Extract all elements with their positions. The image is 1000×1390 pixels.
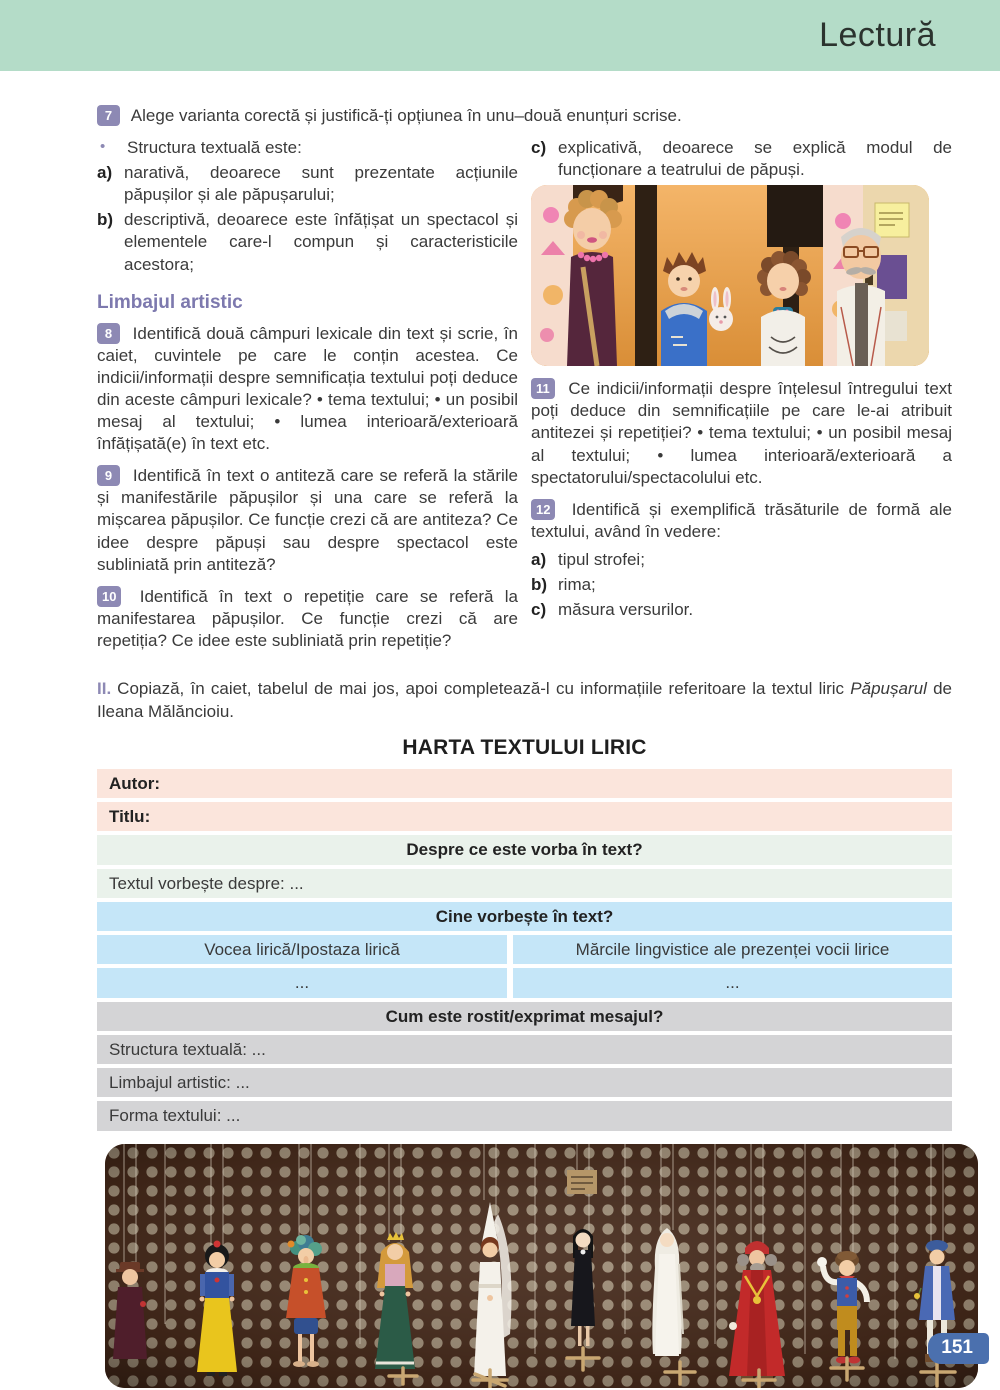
question-7 bbox=[97, 105, 952, 127]
section-ii-text-before: Copiază, în caiet, tabelul de mai jos, apoi completează-l cu informațiile referitoare la textul liric bbox=[117, 678, 851, 698]
harta-table bbox=[97, 769, 952, 1131]
right-column bbox=[531, 137, 952, 662]
marionettes-illustration bbox=[105, 1144, 978, 1388]
option-c-text: explicativă, deoarece se explică modul de funcționare a teatrului de păpuși. bbox=[558, 138, 952, 180]
question-8 bbox=[97, 323, 518, 456]
question-9-badge: 9 bbox=[97, 465, 120, 486]
table-row-autor: Autor: bbox=[97, 769, 952, 798]
option-c-label: c) bbox=[531, 138, 547, 158]
question-9-text: Identifică în text o antiteză care se referă la stările și manifestările păpușilor și una care se referă la mișcarea păpușilor. Ce funcție crezi că are antiteza? Ce idee despre păpuși sau despre spectacol este subliniată prin antiteză? bbox=[97, 466, 518, 574]
bullet-icon: • bbox=[100, 138, 106, 156]
item-12b-text: rima; bbox=[558, 575, 596, 595]
option-c bbox=[531, 137, 952, 181]
question-8-text: Identifică două câmpuri lexicale din text și scrie, în caiet, cuvintele pe care le conțin acestea. Ce indicii/informații despre semnificația textului poți deduce din aceste câmpuri lexicale? • tema textului; • un posibil mesaj al textului; • lumea interioară/exterioară înfățișată(e) în text etc. bbox=[97, 323, 518, 454]
question-11-text: Ce indicii/informații despre înțelesul întregului text poți deduce din semnificațiile pe care le-ai atribuit antitezei și repetiției? • tema textului; • un posibil mesaj al textului; • lumea interioară/exterioară a spectatorului/spectacolului etc. bbox=[531, 379, 952, 487]
header-band bbox=[0, 0, 1000, 71]
option-b bbox=[97, 209, 518, 275]
left-column bbox=[97, 137, 518, 662]
item-12b bbox=[531, 574, 952, 596]
section-ii-instruction bbox=[97, 678, 952, 724]
question-10 bbox=[97, 586, 518, 652]
table-row-forma: Forma textului: ... bbox=[97, 1101, 952, 1130]
section-ii-label: II. bbox=[97, 678, 112, 698]
bullet-item-text: Structura textuală este: bbox=[127, 138, 302, 158]
option-a-label: a) bbox=[97, 163, 113, 183]
section-heading-limbajul-artistic: Limbajul artistic bbox=[97, 291, 243, 313]
table-row-voce-values bbox=[97, 968, 952, 997]
question-10-text: Identifică în text o repetiție care se referă la manifestarea păpușilor. Ce funcție crezi că are repetiția? Ce idee este subliniată prin repetiție? bbox=[97, 586, 518, 650]
item-12c bbox=[531, 599, 952, 621]
option-b-label: b) bbox=[97, 210, 114, 230]
option-a-text: narativă, deoarece sunt prezentate acțiunile păpușilor și ale păpușarului; bbox=[124, 163, 518, 205]
puppet-theater-illustration bbox=[531, 185, 929, 366]
bullet-item-structura bbox=[97, 137, 518, 159]
option-a bbox=[97, 162, 518, 206]
question-12-badge: 12 bbox=[531, 499, 555, 520]
table-row-cum-header: Cum este rostit/exprimat mesajul? bbox=[97, 1002, 952, 1031]
two-column-area bbox=[97, 137, 952, 662]
option-b-text: descriptivă, deoarece este înfățișat un spectacol și elementele care-l compun și caracteristicile acestora; bbox=[124, 210, 518, 274]
content bbox=[0, 71, 952, 1388]
section-ii-title-italic: Păpușarul bbox=[850, 678, 927, 698]
table-cell-voce-value: ... bbox=[97, 968, 507, 997]
item-12a-text: tipul strofei; bbox=[558, 549, 645, 569]
question-7-text: Alege varianta corectă și justifică-ți opțiunea în unu–două enunțuri scrise. bbox=[130, 106, 682, 125]
table-cell-voce: Vocea lirică/Ipostaza lirică bbox=[97, 935, 507, 964]
question-7-badge: 7 bbox=[97, 105, 120, 126]
table-cell-marci-value: ... bbox=[513, 968, 952, 997]
puppet-family-photo bbox=[531, 185, 929, 366]
marionettes-photo bbox=[105, 1144, 978, 1388]
table-row-cine-header: Cine vorbește în text? bbox=[97, 902, 952, 931]
grandma-puppet bbox=[564, 190, 622, 366]
page-number: 151 bbox=[941, 1337, 973, 1358]
item-12c-label: c) bbox=[531, 600, 547, 620]
table-row-structura: Structura textuală: ... bbox=[97, 1035, 952, 1064]
page-title: Lectură bbox=[819, 16, 936, 54]
table-row-titlu: Titlu: bbox=[97, 802, 952, 831]
question-12 bbox=[531, 499, 952, 543]
table-row-despre-value: Textul vorbește despre: ... bbox=[97, 869, 952, 898]
question-10-badge: 10 bbox=[97, 586, 121, 607]
item-12a bbox=[531, 549, 952, 571]
section-ii-text-after: de Ileana Mălăncioiu. bbox=[97, 678, 952, 721]
question-8-badge: 8 bbox=[97, 323, 120, 344]
table-row-voce-header bbox=[97, 935, 952, 964]
item-12a-label: a) bbox=[531, 549, 547, 569]
table-cell-marci: Mărcile lingvistice ale prezenței vocii lirice bbox=[513, 935, 952, 964]
question-11-badge: 11 bbox=[531, 378, 555, 399]
item-12c-text: măsura versurilor. bbox=[558, 600, 694, 620]
boy-puppet bbox=[661, 252, 707, 366]
question-11 bbox=[531, 378, 952, 488]
page-number-badge bbox=[928, 1333, 989, 1364]
question-9 bbox=[97, 465, 518, 575]
table-row-despre-header: Despre ce este vorba în text? bbox=[97, 835, 952, 864]
grandpa-puppet bbox=[837, 228, 885, 366]
item-12b-label: b) bbox=[531, 575, 548, 595]
table-row-limbaj: Limbajul artistic: ... bbox=[97, 1068, 952, 1097]
question-12-text: Identifică și exemplifică trăsăturile de formă ale textului, având în vedere: bbox=[531, 499, 952, 541]
table-title: HARTA TEXTULUI LIRIC bbox=[402, 735, 647, 759]
